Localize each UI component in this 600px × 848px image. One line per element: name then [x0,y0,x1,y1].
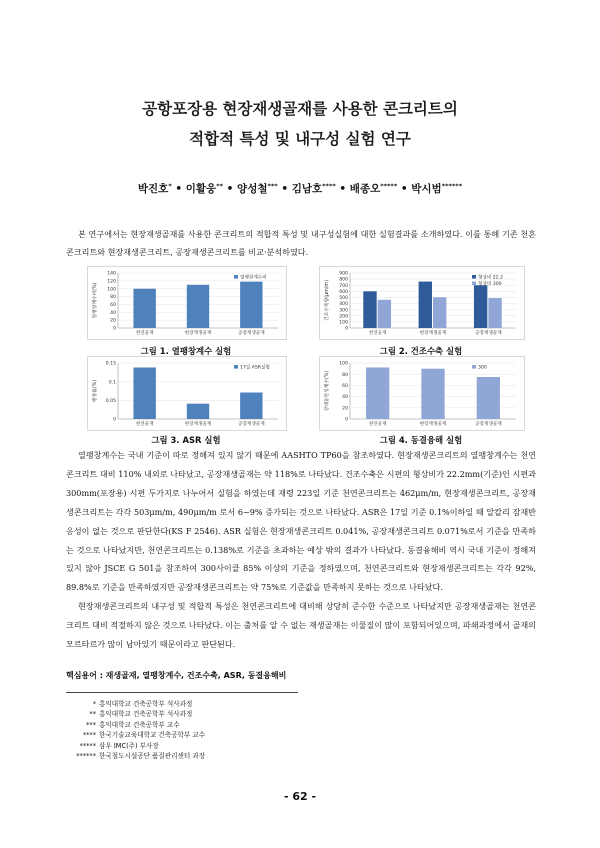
legend-label: 17일 ASR실험 [240,365,270,371]
y-tick-label: 0 [345,417,348,423]
footnote [66,720,205,730]
y-tick-label: 500 [339,296,348,302]
bar [419,282,432,328]
footnote-text: 홍익대학교 건축공학부 석사과정 [99,700,193,708]
y-axis-label: 상대동탄성계수(%) [325,370,330,412]
x-tick-label: 천연골재 [135,331,154,336]
x-tick-label: 현장재생골재 [184,422,212,427]
keywords: 핵심용어 : 재생골재, 열팽창계수, 건조수축, ASR, 동결융해비 [66,671,287,680]
abstract [66,225,536,261]
x-tick-label: 천연골재 [368,422,387,427]
bar [240,282,262,328]
y-tick-label: 0 [345,326,348,332]
figure-4-chart [319,356,525,431]
footnote-mark: ****** [76,752,96,761]
x-tick-label: 공장재생골재 [238,331,265,336]
author-separator: • [171,183,186,195]
chart-svg [320,357,524,430]
y-tick-label: 40 [342,395,348,401]
chart-svg [88,267,286,339]
legend-swatch [234,365,238,369]
footnote-mark: ** [89,710,96,719]
body-paragraph-2: 현장재생콘크리트의 내구성 및 적합적 특성은 천연콘크리트에 대비해 상당히 준수한 수준으로 나타났지만 공장재생골재는 천연콘크리트 대비 적절하지 않은 것으로 나타났다. 이는 출처를 알 수 없는 재생골재는 이물질이 많이 포함되어있으며, 파쇄과정에서 골재의 모르타르가 많이 남아있기 때문이라고 판단된다. [66,601,536,650]
bar [488,298,501,328]
figure-3-chart [87,356,287,431]
author-affiliation-mark: ***** [380,182,398,190]
y-tick-label: 140 [107,271,116,277]
author-name: 배종오 [349,183,381,195]
y-tick-label: 80 [110,295,116,301]
bar [433,297,446,328]
author-name: 양성철 [237,183,268,195]
footnote-text: 한국기술교육대학교 건축공학부 교수 [99,731,206,740]
y-tick-label: 600 [339,289,348,295]
author-separator: • [335,183,350,195]
chart-svg [320,267,524,339]
footnote-mark: *** [86,720,96,729]
author-separator: • [277,183,292,195]
y-tick-label: 100 [339,361,348,367]
y-tick-label: 0 [113,326,116,332]
y-tick-label: 700 [339,283,348,289]
bar [187,285,209,328]
legend-label: 열팽창계수비 [240,275,267,281]
x-tick-label: 공장재생골재 [475,422,502,427]
y-tick-label: 60 [110,303,116,309]
footnotes [66,699,205,761]
footnote-divider [66,692,298,693]
footnote-mark: ***** [79,741,96,750]
bar [187,404,209,419]
legend-label: 300 [478,365,487,371]
bar [133,289,155,328]
author-name: 이활웅 [185,183,217,195]
x-tick-label: 현장재생골재 [419,331,447,336]
bar [240,392,262,419]
body-text [66,446,536,654]
x-tick-label: 현장재생골재 [184,331,212,336]
legend-label: 형상비 22.2 [478,275,504,281]
x-tick-label: 공장재생골재 [238,422,265,427]
y-tick-label: 20 [110,318,116,324]
y-tick-label: 80 [342,372,348,378]
author-affiliation-mark: ** [216,182,224,190]
paper-title-line2: 적합적 특성 및 내구성 실험 연구 [189,130,411,148]
bar [477,377,500,419]
y-tick-label: 800 [339,277,348,283]
author-name: 박시범 [411,183,442,195]
author-name: 김남호 [291,183,323,195]
page-number: - 62 - [283,790,317,803]
paper-title-line1: 공항포장용 현장재생골재를 사용한 콘크리트의 [142,100,458,118]
legend-swatch [472,365,476,369]
footnote [66,709,205,719]
footnote [66,751,205,761]
x-tick-label: 천연골재 [135,422,154,427]
author-list [0,181,600,196]
author-separator: • [223,183,238,195]
author-affiliation-mark: ****** [441,182,463,190]
footnote-text: 삼우 IMC(주) 부사장 [99,741,159,750]
y-tick-label: 0.1 [108,380,116,386]
bar [366,367,389,419]
figure-4-caption: 그림 4. 동결융해 실험 [379,435,463,445]
y-tick-label: 200 [339,314,348,320]
footnote-mark: **** [82,731,96,740]
y-tick-label: 0.15 [105,361,116,367]
y-axis-label: 열팽창계수비(%) [93,282,98,319]
y-tick-label: 400 [339,302,348,308]
legend-swatch [472,282,476,286]
y-tick-label: 20 [342,406,348,412]
chart-svg [88,357,286,430]
author-separator: • [397,183,412,195]
y-tick-label: 300 [339,308,348,314]
footnote [66,730,205,740]
y-tick-label: 100 [339,320,348,326]
y-tick-label: 900 [339,271,348,277]
x-tick-label: 현장재생골재 [419,422,447,427]
bar [421,369,444,419]
y-axis-label: 건조수축량(μm/m) [325,280,330,321]
legend-swatch [472,275,476,279]
footnote-mark: * [92,700,96,708]
author-affiliation-mark: **** [322,182,336,190]
footnote [66,699,205,709]
y-tick-label: 0.05 [105,398,116,404]
y-tick-label: 0 [113,417,116,423]
figure-3-caption: 그림 3. ASR 실험 [151,435,221,445]
y-tick-label: 100 [107,287,116,293]
author-affiliation-mark: *** [267,182,278,190]
body-paragraph-1: 열팽창계수는 국내 기준이 따로 정해져 있지 않기 때문에 AASHTO TP60을 참조하였다. 현장재생콘크리트의 열팽창계수는 천연콘크리트 대비 110% 내외로 나타났고, 공장재생골재는 약 118%로 나타났다. 건조수축은 시편의 형상비가 22.2mm(기준)인 시편과 300mm(포장용) 시편 두가지로 나누어서 실험을 하였는데 재령 223일 기준 천연콘크리트는 462μm/m, 현장재생콘크리트, 공장재생콘크리트는 각각 503μm/m, 490μm/m 로서 6~9% 증가되는 것으로 나타났다. ASR은 17일 기준 0.1%이하일 때 알칼리 잠재반응성이 없는 것으로 판단한다(KS F 2546). ASR 실험은 현장재생콘크리트 0.041%, 공장재생콘크리트 0.071%로서 기준을 만족하는 것으로 나타났지만, 천연콘크리트는 0.138%로 기준을 초과하는 예상 밖의 결과가 나타났다. 동결융해비 역시 국내 기준이 정해져있지 않아 JSCE G 501을 참조하여 300사이클 85% 이상의 기준을 정하였으며, 천연콘크리트와 현장재생콘크리트는 각각 92%, 89.8%로 기준을 만족하였지만 공장재생콘크리트는 약 75%로 기준값을 만족하지 못하는 것으로 나타났다. [66,450,536,593]
figure-1-caption: 그림 1. 열팽창계수 실험 [140,346,232,356]
bar [133,367,155,419]
legend-label: 형상비 300 [478,281,502,287]
y-tick-label: 120 [107,279,116,285]
footnote-text: 홍익대학교 건축공학부 교수 [99,720,180,729]
figure-1-chart [87,266,287,340]
legend-swatch [234,275,238,279]
bar [474,285,487,328]
x-tick-label: 공장재생골재 [475,331,502,336]
author-affiliation-mark: * [168,182,172,190]
figure-2-chart [319,266,525,340]
bar [378,300,391,328]
footnote-text: 한국철도시설공단 품질관리센터 과장 [99,752,206,761]
y-tick-label: 40 [110,310,116,316]
figure-2-caption: 그림 2. 건조수축 실험 [379,346,463,356]
bar [363,291,376,328]
footnote [66,741,205,751]
y-axis-label: 팽창률(%) [93,379,98,403]
author-name: 박진호 [137,183,169,195]
y-tick-label: 60 [342,384,348,389]
abstract-text: 본 연구에서는 현장재생골재를 사용한 콘크리트의 적합적 특성 및 내구성실험에 대한 실험결과를 소개하였다. 이를 통해 기존 천흔콘크리트와 현장재생콘크리트, 공장재생콘크리트를 비교·분석하였다. [66,229,536,257]
footnote-text: 홍익대학교 건축공학부 석사과정 [99,710,193,719]
x-tick-label: 천연골재 [368,331,387,336]
